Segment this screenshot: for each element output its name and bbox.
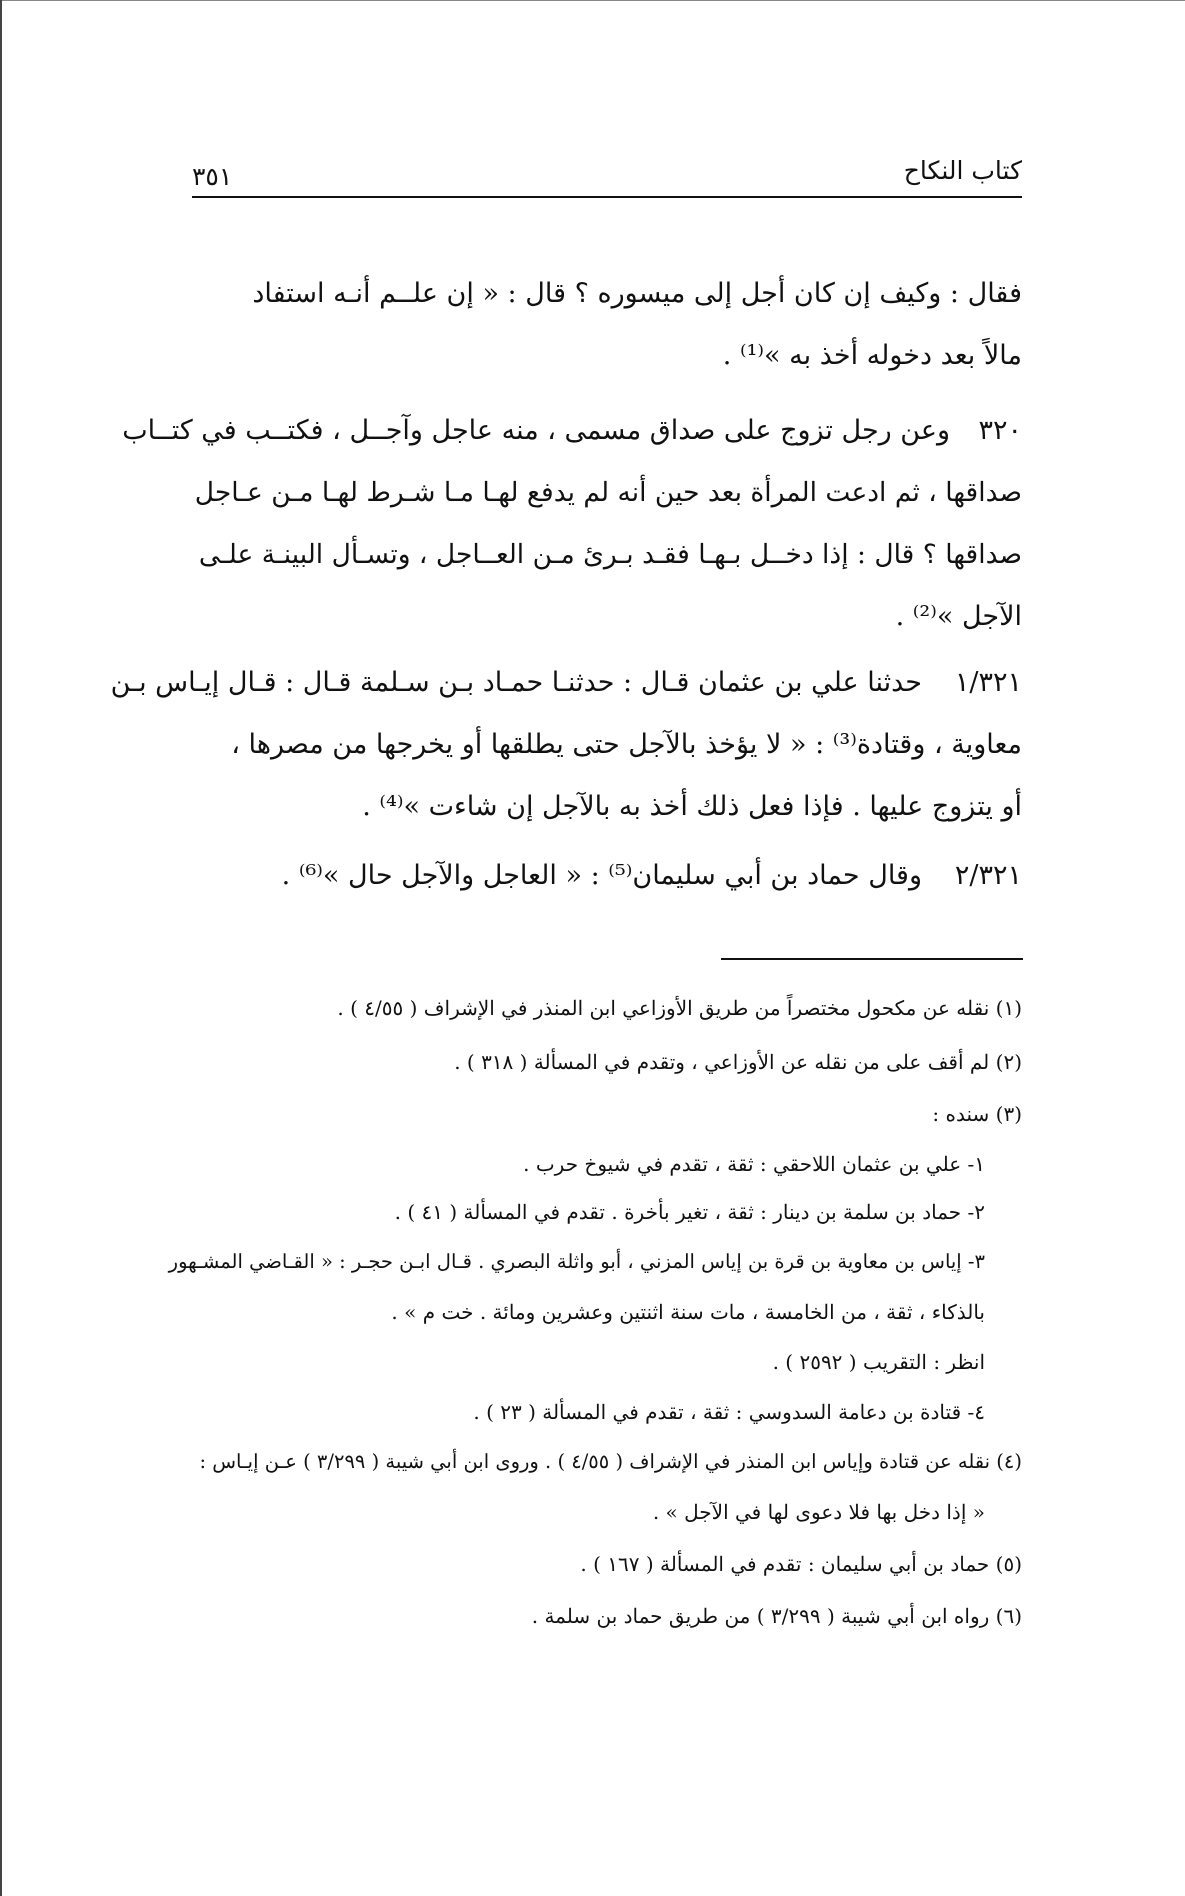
page-top-edge bbox=[0, 0, 1185, 1]
page-left-edge bbox=[0, 0, 2, 1896]
issue-number: ١/٣٢١ bbox=[954, 667, 1022, 698]
footnote-3-item-cont: انظر : التقريب ( ٢٥٩٢ ) . bbox=[772, 1350, 985, 1374]
issue-number: ٣٢٠ bbox=[978, 415, 1022, 446]
header-rule bbox=[192, 196, 1022, 198]
footnote-3-item: ٢- حماد بن سلمة بن دينار : ثقة ، تغير بأخرة . تقدم في المسألة ( ٤١ ) . bbox=[394, 1200, 985, 1224]
footnote-3-item-cont: بالذكاء ، ثقة ، من الخامسة ، مات سنة اثنتين وعشرين ومائة . خت م » . bbox=[391, 1300, 985, 1324]
page-number: ٣٥١ bbox=[192, 162, 233, 191]
chapter-title: كتاب النكاح bbox=[903, 156, 1022, 185]
text-line: مالاً بعد دخوله أخذ به »⁽¹⁾ . bbox=[722, 340, 1022, 371]
footnote-rule bbox=[721, 958, 1023, 960]
text-line: فقال : وكيف إن كان أجل إلى ميسوره ؟ قال : « إن علــم أنـه استفاد bbox=[252, 278, 1022, 309]
text-line: الآجل »⁽²⁾ . bbox=[895, 601, 1022, 632]
footnote-2: (٢) لم أقف على من نقله عن الأوزاعي ، وتقدم في المسألة ( ٣١٨ ) . bbox=[454, 1050, 1022, 1074]
footnote-3-item: ١- علي بن عثمان اللاحقي : ثقة ، تقدم في شيوخ حرب . bbox=[523, 1152, 985, 1176]
text-line: معاوية ، وقتادة⁽³⁾ : « لا يؤخذ بالآجل حتى يطلقها أو يخرجها من مصرها ، bbox=[231, 729, 1022, 760]
footnote-4-cont: « إذا دخل بها فلا دعوى لها في الآجل » . bbox=[652, 1500, 985, 1524]
footnote-3-item: ٣- إياس بن معاوية بن قرة بن إياس المزني ، أبو واثلة البصري . قـال ابـن حجـر : « القـاضي المشـهور bbox=[168, 1250, 985, 1273]
footnote-1: (١) نقله عن مكحول مختصراً من طريق الأوزاعي ابن المنذر في الإشراف ( ٤/٥٥ ) . bbox=[337, 996, 1022, 1020]
text-line: أو يتزوج عليها . فإذا فعل ذلك أخذ به بالآجل إن شاءت »⁽⁴⁾ . bbox=[362, 791, 1022, 822]
text-line: وعن رجل تزوج على صداق مسمى ، منه عاجل وآجــل ، فكتــب في كتــاب bbox=[122, 415, 950, 446]
text-line: حدثنا علي بن عثمان قـال : حدثنـا حمـاد بـن سـلمة قـال : قـال إيـاس بـن bbox=[110, 667, 922, 698]
text-line: وقال حماد بن أبي سليمان⁽⁵⁾ : « العاجل والآجل حال »⁽⁶⁾ . bbox=[281, 860, 922, 891]
text-line: صداقها ؟ قال : إذا دخــل بـهـا فقـد بـرئ مـن العــاجل ، وتسـأل البينـة علـى bbox=[198, 539, 1022, 570]
footnote-3: (٣) سنده : bbox=[932, 1102, 1022, 1126]
text-line: صداقها ، ثم ادعت المرأة بعد حين أنه لم يدفع لهـا مـا شـرط لهـا مـن عـاجل bbox=[194, 477, 1022, 508]
running-header bbox=[192, 148, 1022, 198]
footnote-3-item: ٤- قتادة بن دعامة السدوسي : ثقة ، تقدم في المسألة ( ٢٣ ) . bbox=[473, 1400, 985, 1424]
footnote-4: (٤) نقله عن قتادة وإياس ابن المنذر في الإشراف ( ٤/٥٥ ) . وروى ابن أبي شيبة ( ٣/٢٩٩ ) عـن إيـاس : bbox=[199, 1450, 1022, 1473]
footnote-5: (٥) حماد بن أبي سليمان : تقدم في المسألة ( ١٦٧ ) . bbox=[580, 1552, 1022, 1576]
issue-number: ٢/٣٢١ bbox=[954, 860, 1022, 891]
footnote-6: (٦) رواه ابن أبي شيبة ( ٣/٢٩٩ ) من طريق حماد بن سلمة . bbox=[531, 1604, 1022, 1628]
